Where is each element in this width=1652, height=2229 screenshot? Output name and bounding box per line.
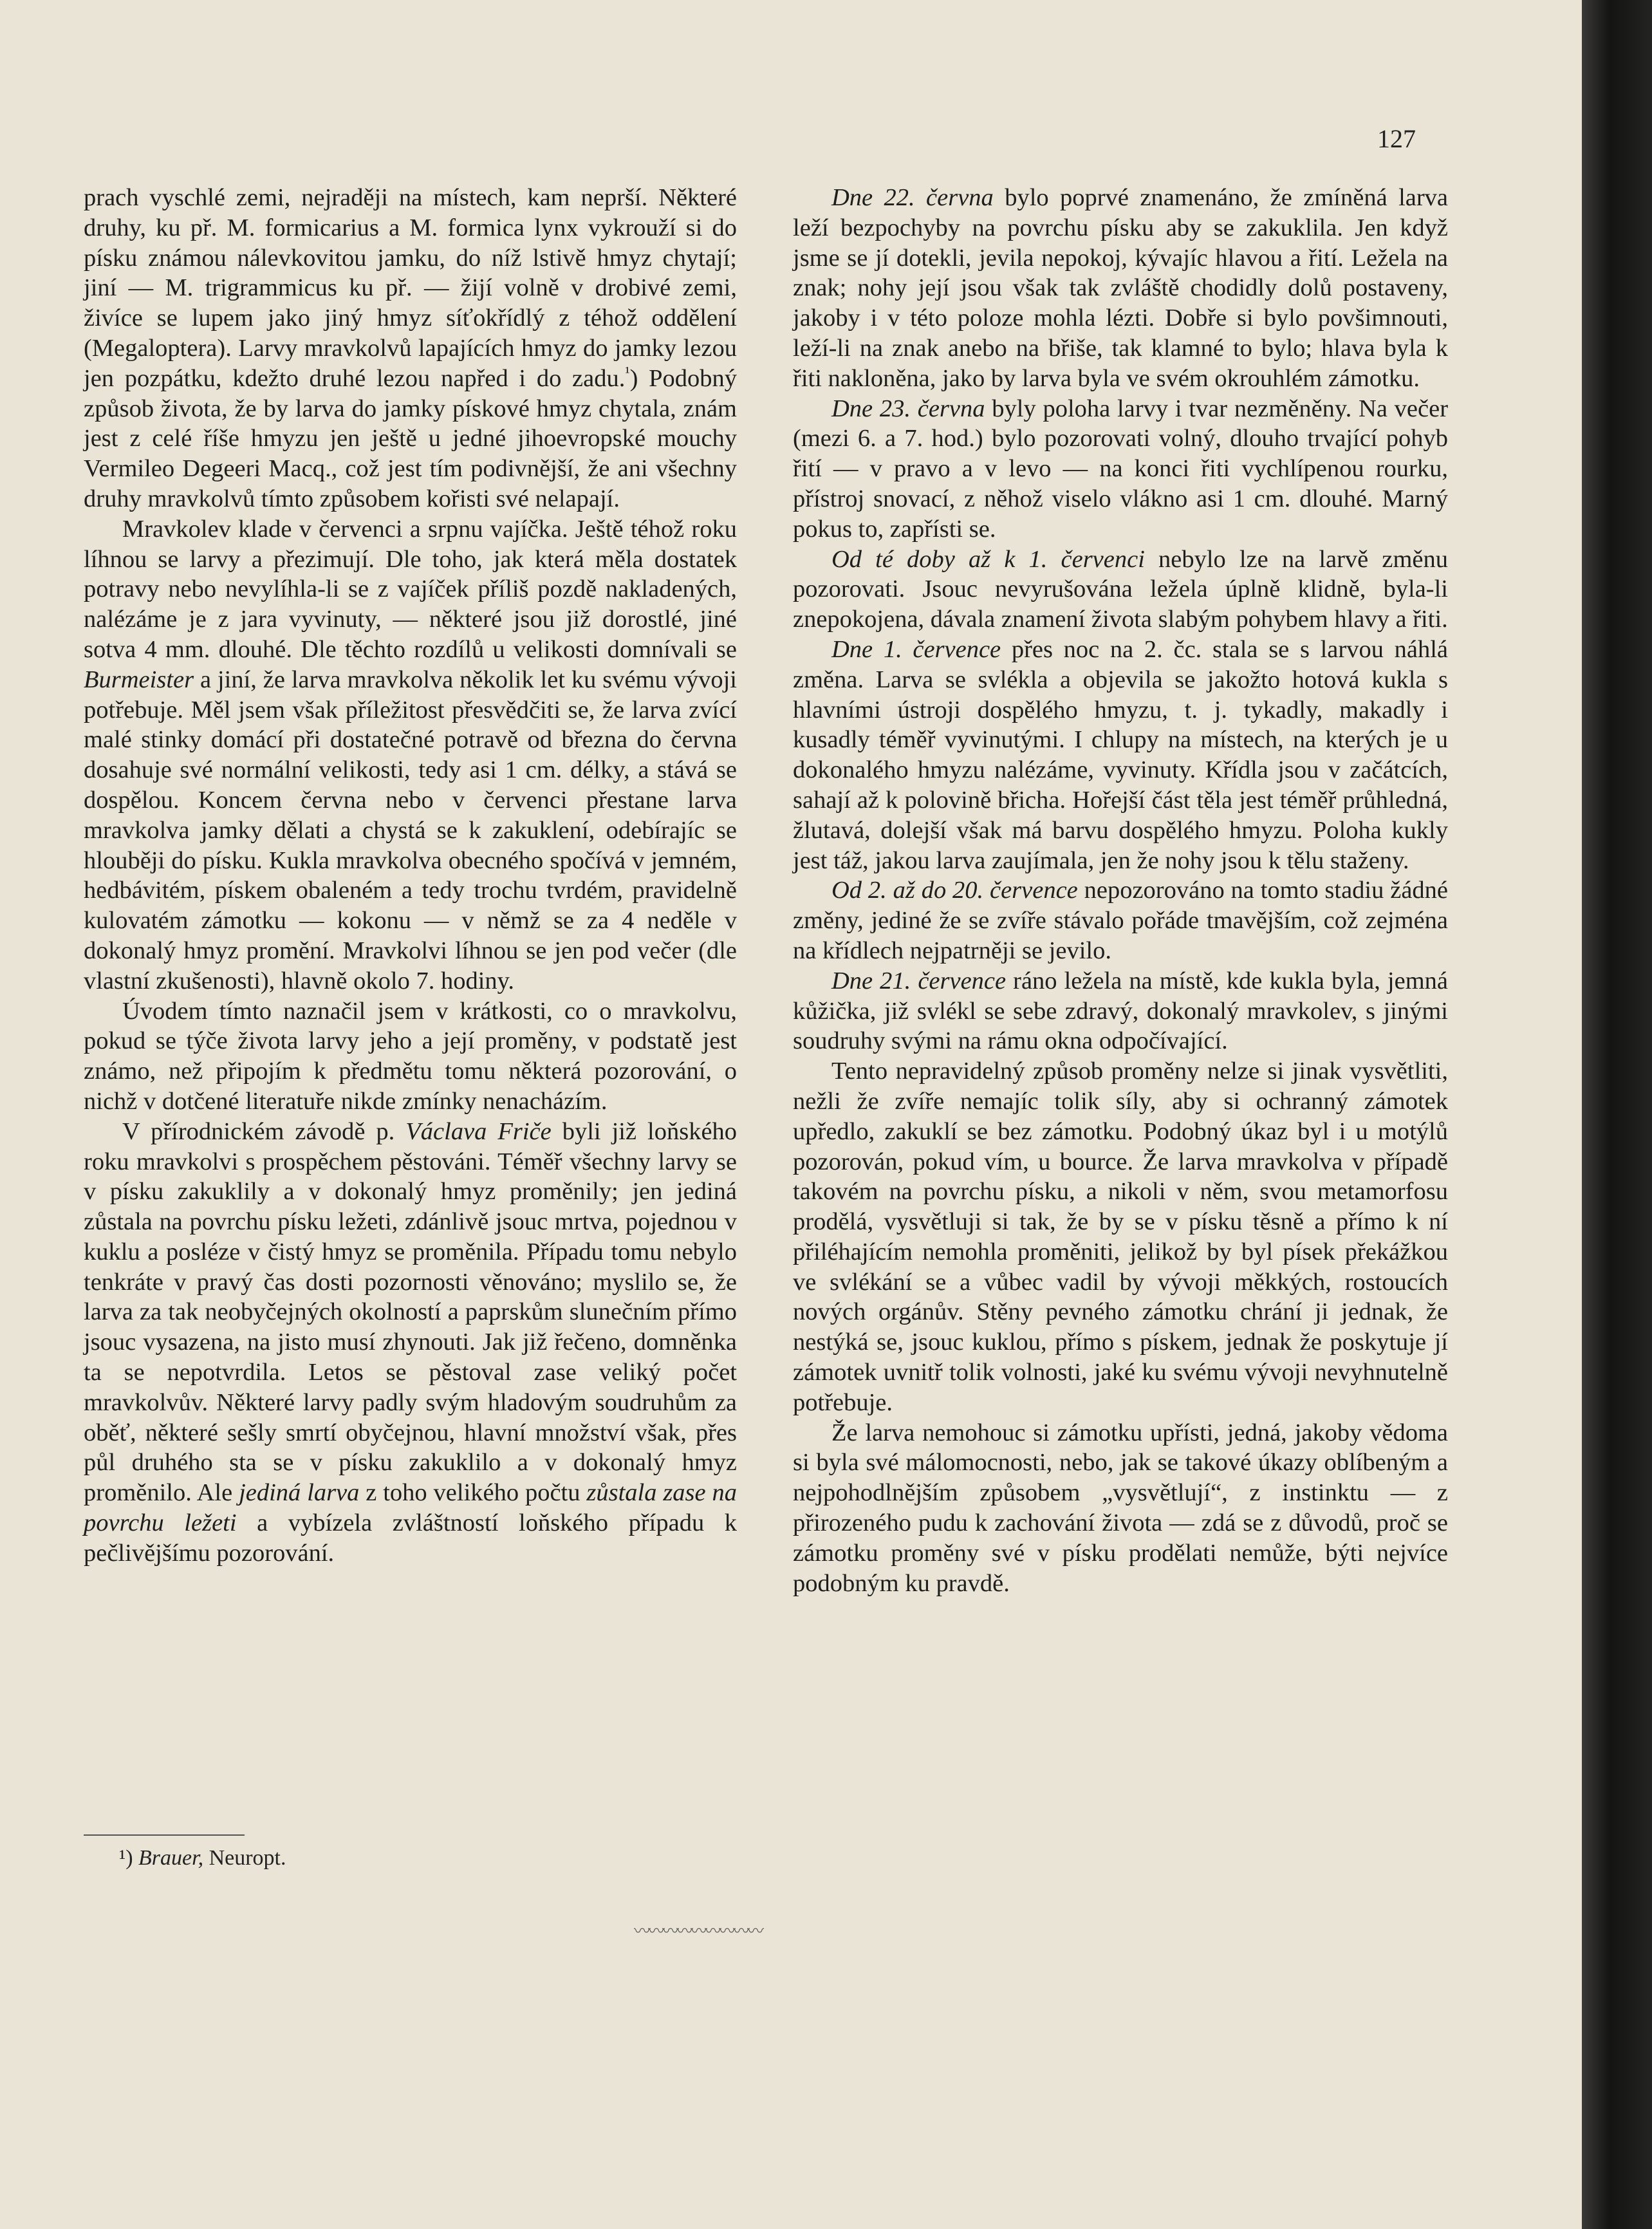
footnote-marker: ¹ — [625, 364, 630, 381]
italic-name: Václava Friče — [405, 1117, 552, 1145]
date-heading: Od 2. až do 20. července — [831, 877, 1078, 904]
paragraph: Dne 1. července přes noc na 2. čc. stala se s larvou náhlá změna. Larva se svlékla a objevila se jakožto hotová kukla s hlavními ústroji dospělého hmyzu, t. j. tykadly, makadly i kusadly téměř vyvinutými. I chlupy na místech, na kterých je u dokonalého hmyzu nalézáme, vyvinuty. Křídla jsou v začátcích, sahají až k polovině břicha. Hořejší část těla jest téměř průhledná, žlutavá, dolejší však má barvu dospělého hmyzu. Poloha kukly jest táž, jakou larva zaujímala, jen že nohy jsou k tělu staženy. — [793, 635, 1449, 874]
paragraph: Dne 21. července ráno ležela na místě, kde kukla byla, jemná kůžička, již svlékl se sebe zdravý, dokonalý mravkolev, s jinými soudruhy svými na rámu okna odpočívající. — [793, 967, 1449, 1055]
italic-phrase: jediná larva — [239, 1479, 360, 1507]
date-heading: Dne 23. června — [831, 395, 985, 422]
page-number: 127 — [1377, 124, 1416, 153]
left-column — [84, 183, 737, 1569]
italic-name: Burmeister — [84, 666, 194, 693]
date-heading: Dne 22. června — [831, 184, 994, 211]
paragraph: Mravkolev klade v červenci a srpnu vajíčka. Ještě téhož roku líhnou se larvy a přezimují. Dle toho, jak která měla dostatek potravy nebo nevylíhla-li se z vajíček příliš pozdě nakladených, nalézáme je z jara vyvinuty, — některé jsou již dorostlé, jiné sotva 4 mm. dlouhé. Dle těchto rozdílů u velikosti domnívali se Burmeister a jiní, že larva mravkolva několik let ku svému vývoji potřebuje. Měl jsem však příležitost přesvědčiti se, že larva zvící malé stinky domácí při dostatečné potravě od března do června dosahuje své normální velikosti, tedy asi 1 cm. délky, a stává se dospělou. Koncem června nebo v červenci přestane larva mravkolva jamky dělati a chystá se k zakuklení, odebírajíc se hlouběji do písku. Kukla mravkolva obecného spočívá v jemném, hedbávitém, pískem obaleném a tedy trochu tvrdém, pravidelně kulovatém zámotku — kokonu — v němž se za 4 neděle v dokonalý hmyz promění. Mravkolvi líhnou se jen pod večer (dle vlastní zkušenosti), hlavně okolo 7. hodiny. — [84, 515, 738, 994]
paragraph: Od 2. až do 20. července nepozorováno na tomto stadiu žádné změny, jediné že se zvíře stávalo pořáde tmavějším, což zejména na křídlech nejpatrněji se jevilo. — [793, 877, 1448, 964]
paragraph: prach vyschlé zemi, nejraději na místech, kam neprší. Některé druhy, ku př. M. formicarius a M. formica lynx vykrouží si do písku známou nálevkovitou jamku, do níž lstivě hmyz chytají; jiní — M. trigrammicus ku př. — žijí volně v drobivé zemi, živíce se lupem jako jiný hmyz síťokřídlý z téhož oddělení (Megaloptera). Larvy mravkolvů lapajících hmyz do jamky lezou jen pozpátku, kdežto druhé lezou napřed i do zadu.$^{^1}$) Podobný způsob života, že by larva do jamky pískové hmyz chytala, znám jest z celé říše hmyzu jen ještě u jedné jihoevropské mouchy Vermileo Degeeri Macq., což jest tím podivnější, že ani všechny druhy mravkolvů tímto způsobem kořisti své nelapají. — [84, 184, 738, 512]
paragraph: Dne 22. června bylo poprvé znamenáno, že zmíněná larva leží bezpochyby na povrchu písku aby se zakuklila. Jen když jsme se jí dotekli, jevila nepokoj, kývajíc hlavou a řití. Ležela na znak; nohy její jsou však tak zvláště chodidly dolů postaveny, jakoby i v této poloze mohla lézti. Dobře si bylo povšimnouti, leží-li na znak anebo na břiše, tak klamné to bylo; hlava byla k řiti nakloněna, jako by larva byla ve svém okrouhlém zámotku. — [793, 184, 1449, 392]
scan-edge — [1582, 0, 1652, 2229]
right-column — [793, 183, 1448, 1598]
date-heading: Dne 21. července — [831, 967, 1007, 994]
italic-phrase: zůstala zase na povrchu ležeti — [84, 1479, 737, 1537]
paragraph: Dne 23. června byly poloha larvy i tvar nezměněny. Na večer (mezi 6. a 7. hod.) bylo pozorovati volný, dlouho trvající pohyb řití — v pravo a v levo — na konci řiti vychlípenou rourku, přístroj snovací, z něhož viselo vlákno asi 1 cm. dlouhé. Marný pokus to, zapřísti se. — [793, 395, 1449, 543]
paragraph: Že larva nemohouc si zámotku upřísti, jedná, jakoby vědoma si byla své málomocnosti, nebo, jak se takové úkazy oblíbeným a nejpohodlnějším způsobem „vysvětlují“, z instinktu — z přirozeného pudu k zachování života — zdá se z důvodů, proč se zámotku proměny své v písku prodělati nemůže, býti nejvíce podobným ku pravdě. — [793, 1419, 1448, 1597]
paragraph: V přírodnickém závodě p. Václava Friče byli již loňského roku mravkolvi s prospěchem pěstováni. Téměř všechny larvy se v písku zakuklily a v dokonalý hmyz proměnily; jen jediná zůstala na povrchu písku ležeti, zdánlivě jsouc mrtva, pojednou v kuklu a posléze v čistý hmyz se proměnila. Případu tomu nebylo tenkráte v pravý čas dosti pozornosti věnováno; myslilo se, že larva za tak neobyčejných okolností a paprskům slunečním přímo jsouc vysazena, na jisto musí zhynouti. Jak již řečeno, domněnka ta se nepotvrdila. Letos se pěstoval zase veliký počet mravkolvův. Některé larvy padly svým hladovým soudruhům za oběť, některé sešly smrtí obyčejnou, hlavní množství však, přes půl druhého sta se v písku zakuklilo a v dokonalý hmyz proměnilo. Ale jediná larva z toho velikého počtu zůstala zase na povrchu ležeti a vybízela zvláštností loňského případu k pečlivějšímu pozorování. — [84, 1117, 738, 1567]
date-heading: Od té doby až k 1. červenci — [831, 545, 1145, 573]
footnote: ¹) Brauer, Neuropt. — [119, 1846, 286, 1870]
footnote-rule — [84, 1834, 245, 1836]
paragraph: Úvodem tímto naznačil jsem v krátkosti, co o mravkolvu, pokud se týče života larvy jeho a její proměny, v podstatě jest známo, než připojím k předmětu tomu některá pozorování, o nichž v dotčené literatuře nikde zmínky nenacházím. — [84, 997, 737, 1115]
date-heading: Dne 1. července — [831, 635, 1001, 663]
paragraph: Tento nepravidelný způsob proměny nelze si jinak vysvětliti, nežli že zvíře nemajíc tolik síly, aby si ochranný zámotek upředlo, zakuklí se bez zámotku. Podobný úkaz byl i u motýlů pozorován, pokud vím, u bource. Že larva mravkolva v případě takovém na povrchu písku, a nikoli v něm, svou metamorfosu prodělá, vysvětluji si tak, že by se v písku těsně a přímo k ní přiléhajícím nemohla proměniti, jelikož by byl písek překážkou ve svlékání se a vůbec vadil by vývoji měkkých, rostoucích nových orgánův. Stěny pevného zámotku chrání ji jednak, že nestýká se, jsouc kuklou, přímo s pískem, jednak že poskytuje jí zámotek uvnitř tolik volnosti, jaké ku svému vývoji nevyhnutelně potřebuje. — [793, 1058, 1448, 1416]
paragraph: Od té doby až k 1. červenci nebylo lze na larvě změnu pozorovati. Jsouc nevyrušována ležela úplně klidně, byla-li znepokojena, dávala znamení života slabým pohybem hlavy a řiti. — [793, 545, 1448, 633]
end-ornament: 〰〰〰〰〰〰〰〰〰 — [634, 1922, 762, 1941]
